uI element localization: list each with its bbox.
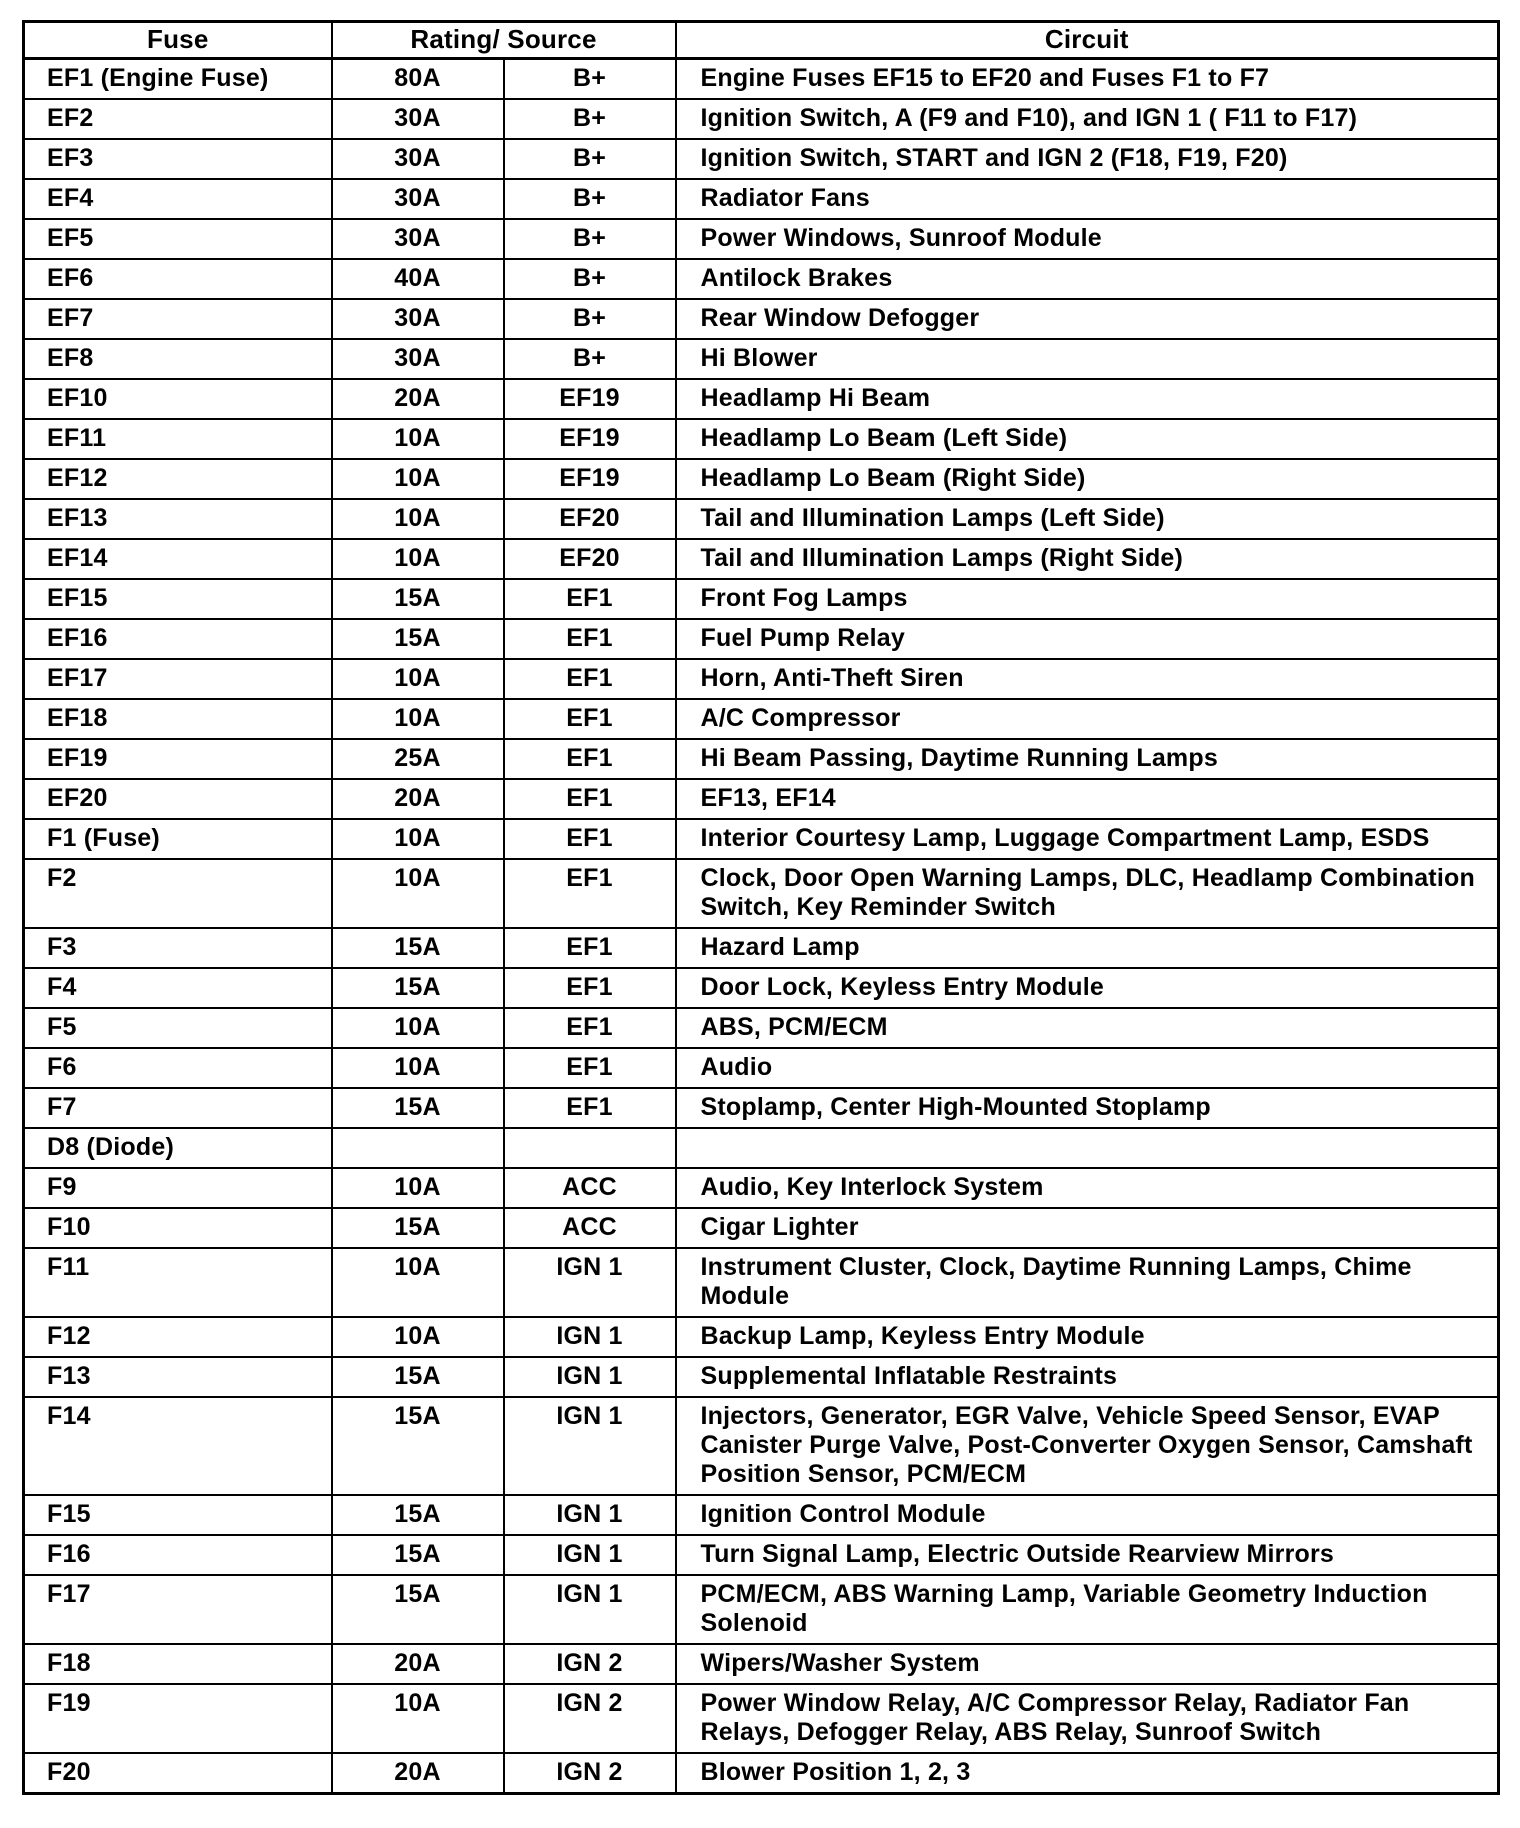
table-row	[24, 339, 1499, 379]
circuit-cell: Backup Lamp, Keyless Entry Module	[676, 1317, 1499, 1357]
table-row	[24, 659, 1499, 699]
table-row	[24, 139, 1499, 179]
circuit-cell: Tail and Illumination Lamps (Left Side)	[676, 499, 1499, 539]
source-cell: IGN 1	[504, 1575, 676, 1644]
table-row	[24, 419, 1499, 459]
source-cell: B+	[504, 99, 676, 139]
rating-cell: 20A	[332, 1753, 504, 1794]
rating-cell: 15A	[332, 1535, 504, 1575]
source-cell: EF1	[504, 779, 676, 819]
header-fuse: Fuse	[24, 22, 332, 59]
circuit-cell: Engine Fuses EF15 to EF20 and Fuses F1 to F7	[676, 59, 1499, 100]
fuse-cell: F11	[24, 1248, 332, 1317]
fuse-cell: EF12	[24, 459, 332, 499]
fuse-cell: EF3	[24, 139, 332, 179]
table-row	[24, 1495, 1499, 1535]
table-row	[24, 619, 1499, 659]
rating-cell: 20A	[332, 1644, 504, 1684]
rating-cell: 10A	[332, 859, 504, 928]
fuse-cell: F19	[24, 1684, 332, 1753]
table-row	[24, 459, 1499, 499]
rating-cell: 10A	[332, 819, 504, 859]
fuse-cell: EF20	[24, 779, 332, 819]
table-row	[24, 859, 1499, 928]
source-cell: IGN 1	[504, 1495, 676, 1535]
fuse-cell: F12	[24, 1317, 332, 1357]
source-cell: B+	[504, 139, 676, 179]
source-cell: B+	[504, 299, 676, 339]
circuit-cell: Headlamp Lo Beam (Right Side)	[676, 459, 1499, 499]
rating-cell: 10A	[332, 1317, 504, 1357]
circuit-cell: Audio, Key Interlock System	[676, 1168, 1499, 1208]
fuse-cell: D8 (Diode)	[24, 1128, 332, 1168]
circuit-cell: A/C Compressor	[676, 699, 1499, 739]
circuit-cell: Interior Courtesy Lamp, Luggage Compartment Lamp, ESDS	[676, 819, 1499, 859]
circuit-cell: Hi Blower	[676, 339, 1499, 379]
circuit-cell: Ignition Control Module	[676, 1495, 1499, 1535]
fuse-cell: EF2	[24, 99, 332, 139]
rating-cell: 30A	[332, 219, 504, 259]
source-cell: EF1	[504, 928, 676, 968]
source-cell: B+	[504, 339, 676, 379]
circuit-cell: Supplemental Inflatable Restraints	[676, 1357, 1499, 1397]
source-cell: EF19	[504, 379, 676, 419]
circuit-cell: EF13, EF14	[676, 779, 1499, 819]
circuit-cell: Headlamp Lo Beam (Left Side)	[676, 419, 1499, 459]
source-cell: EF1	[504, 968, 676, 1008]
source-cell: IGN 2	[504, 1753, 676, 1794]
circuit-cell: Hi Beam Passing, Daytime Running Lamps	[676, 739, 1499, 779]
header-row	[24, 22, 1499, 59]
source-cell: EF1	[504, 739, 676, 779]
source-cell: IGN 2	[504, 1644, 676, 1684]
rating-cell: 20A	[332, 779, 504, 819]
source-cell: EF1	[504, 1048, 676, 1088]
fuse-cell: EF18	[24, 699, 332, 739]
table-row	[24, 379, 1499, 419]
table-row	[24, 1168, 1499, 1208]
circuit-cell: Door Lock, Keyless Entry Module	[676, 968, 1499, 1008]
rating-cell: 30A	[332, 179, 504, 219]
source-cell: EF1	[504, 659, 676, 699]
rating-cell	[332, 1128, 504, 1168]
table-row	[24, 1575, 1499, 1644]
table-row	[24, 1008, 1499, 1048]
fuse-cell: EF8	[24, 339, 332, 379]
table-row	[24, 539, 1499, 579]
source-cell: ACC	[504, 1168, 676, 1208]
source-cell: EF19	[504, 459, 676, 499]
circuit-cell: Clock, Door Open Warning Lamps, DLC, Headlamp Combination Switch, Key Reminder Switch	[676, 859, 1499, 928]
fuse-cell: F13	[24, 1357, 332, 1397]
source-cell: IGN 1	[504, 1357, 676, 1397]
fuse-cell: EF15	[24, 579, 332, 619]
fuse-cell: F4	[24, 968, 332, 1008]
source-cell: EF1	[504, 859, 676, 928]
source-cell: EF20	[504, 539, 676, 579]
source-cell: IGN 1	[504, 1535, 676, 1575]
source-cell: B+	[504, 179, 676, 219]
rating-cell: 10A	[332, 1684, 504, 1753]
rating-cell: 10A	[332, 459, 504, 499]
rating-cell: 15A	[332, 579, 504, 619]
table-row	[24, 1208, 1499, 1248]
table-row	[24, 968, 1499, 1008]
circuit-cell: Ignition Switch, START and IGN 2 (F18, F19, F20)	[676, 139, 1499, 179]
fuse-cell: F20	[24, 1753, 332, 1794]
rating-cell: 15A	[332, 1397, 504, 1495]
rating-cell: 40A	[332, 259, 504, 299]
table-row	[24, 819, 1499, 859]
rating-cell: 30A	[332, 339, 504, 379]
fuse-cell: EF7	[24, 299, 332, 339]
rating-cell: 20A	[332, 379, 504, 419]
rating-cell: 30A	[332, 299, 504, 339]
table-row	[24, 179, 1499, 219]
rating-cell: 10A	[332, 539, 504, 579]
circuit-cell: Horn, Anti-Theft Siren	[676, 659, 1499, 699]
fuse-cell: F5	[24, 1008, 332, 1048]
table-row	[24, 1248, 1499, 1317]
circuit-cell: Ignition Switch, A (F9 and F10), and IGN 1 ( F11 to F17)	[676, 99, 1499, 139]
circuit-cell: Instrument Cluster, Clock, Daytime Running Lamps, Chime Module	[676, 1248, 1499, 1317]
source-cell: EF1	[504, 699, 676, 739]
table-row	[24, 1317, 1499, 1357]
table-row	[24, 1535, 1499, 1575]
source-cell: IGN 1	[504, 1397, 676, 1495]
source-cell: B+	[504, 259, 676, 299]
source-cell: EF1	[504, 819, 676, 859]
circuit-cell: Rear Window Defogger	[676, 299, 1499, 339]
rating-cell: 10A	[332, 1168, 504, 1208]
table-row	[24, 499, 1499, 539]
circuit-cell: Injectors, Generator, EGR Valve, Vehicle Speed Sensor, EVAP Canister Purge Valve, Post-Converter Oxygen Sensor, Camshaft Position Sensor, PCM/ECM	[676, 1397, 1499, 1495]
rating-cell: 25A	[332, 739, 504, 779]
fuse-cell: EF4	[24, 179, 332, 219]
table-row	[24, 1684, 1499, 1753]
table-row	[24, 1357, 1499, 1397]
circuit-cell: Turn Signal Lamp, Electric Outside Rearview Mirrors	[676, 1535, 1499, 1575]
table-row	[24, 1644, 1499, 1684]
table-row	[24, 928, 1499, 968]
table-row	[24, 1088, 1499, 1128]
fuse-cell: F7	[24, 1088, 332, 1128]
fuse-cell: F17	[24, 1575, 332, 1644]
circuit-cell: Fuel Pump Relay	[676, 619, 1499, 659]
rating-cell: 30A	[332, 139, 504, 179]
rating-cell: 15A	[332, 1088, 504, 1128]
rating-cell: 10A	[332, 419, 504, 459]
circuit-cell: Headlamp Hi Beam	[676, 379, 1499, 419]
fuse-cell: F15	[24, 1495, 332, 1535]
rating-cell: 15A	[332, 619, 504, 659]
fuse-cell: EF13	[24, 499, 332, 539]
table-row	[24, 699, 1499, 739]
fuse-cell: EF6	[24, 259, 332, 299]
fuse-cell: EF1 (Engine Fuse)	[24, 59, 332, 100]
fuse-cell: F6	[24, 1048, 332, 1088]
table-row	[24, 59, 1499, 100]
circuit-cell: Stoplamp, Center High-Mounted Stoplamp	[676, 1088, 1499, 1128]
table-row	[24, 739, 1499, 779]
fuse-cell: F3	[24, 928, 332, 968]
source-cell: EF1	[504, 1088, 676, 1128]
source-cell: EF1	[504, 579, 676, 619]
fuse-cell: EF14	[24, 539, 332, 579]
source-cell: EF1	[504, 1008, 676, 1048]
source-cell: B+	[504, 59, 676, 100]
rating-cell: 10A	[332, 1248, 504, 1317]
fuse-cell: F14	[24, 1397, 332, 1495]
table-row	[24, 1753, 1499, 1794]
circuit-cell: Cigar Lighter	[676, 1208, 1499, 1248]
circuit-cell: Radiator Fans	[676, 179, 1499, 219]
rating-cell: 15A	[332, 928, 504, 968]
circuit-cell: Wipers/Washer System	[676, 1644, 1499, 1684]
rating-cell: 10A	[332, 499, 504, 539]
source-cell: IGN 1	[504, 1248, 676, 1317]
table-row	[24, 259, 1499, 299]
table-row	[24, 779, 1499, 819]
table-row	[24, 299, 1499, 339]
rating-cell: 15A	[332, 1575, 504, 1644]
rating-cell: 10A	[332, 1008, 504, 1048]
rating-cell: 15A	[332, 1495, 504, 1535]
table-row	[24, 1397, 1499, 1495]
fuse-cell: EF17	[24, 659, 332, 699]
table-row	[24, 219, 1499, 259]
fuse-cell: EF10	[24, 379, 332, 419]
fuse-table-body	[24, 59, 1499, 1794]
fuse-cell: F1 (Fuse)	[24, 819, 332, 859]
rating-cell: 10A	[332, 699, 504, 739]
circuit-cell: Tail and Illumination Lamps (Right Side)	[676, 539, 1499, 579]
rating-cell: 10A	[332, 1048, 504, 1088]
table-row	[24, 579, 1499, 619]
source-cell: IGN 2	[504, 1684, 676, 1753]
rating-cell: 10A	[332, 659, 504, 699]
table-row	[24, 1128, 1499, 1168]
circuit-cell: Audio	[676, 1048, 1499, 1088]
rating-cell: 80A	[332, 59, 504, 100]
source-cell: EF19	[504, 419, 676, 459]
rating-cell: 30A	[332, 99, 504, 139]
rating-cell: 15A	[332, 1357, 504, 1397]
fuse-table-header	[24, 22, 1499, 59]
circuit-cell: Front Fog Lamps	[676, 579, 1499, 619]
circuit-cell: Antilock Brakes	[676, 259, 1499, 299]
fuse-cell: EF5	[24, 219, 332, 259]
source-cell: B+	[504, 219, 676, 259]
source-cell	[504, 1128, 676, 1168]
circuit-cell: PCM/ECM, ABS Warning Lamp, Variable Geometry Induction Solenoid	[676, 1575, 1499, 1644]
source-cell: IGN 1	[504, 1317, 676, 1357]
circuit-cell: Power Windows, Sunroof Module	[676, 219, 1499, 259]
source-cell: ACC	[504, 1208, 676, 1248]
fuse-cell: F16	[24, 1535, 332, 1575]
fuse-cell: EF19	[24, 739, 332, 779]
header-circuit: Circuit	[676, 22, 1499, 59]
source-cell: EF1	[504, 619, 676, 659]
fuse-cell: F9	[24, 1168, 332, 1208]
source-cell: EF20	[504, 499, 676, 539]
fuse-cell: F10	[24, 1208, 332, 1248]
circuit-cell: ABS, PCM/ECM	[676, 1008, 1499, 1048]
fuse-cell: EF16	[24, 619, 332, 659]
fuse-table	[22, 20, 1500, 1795]
table-row	[24, 1048, 1499, 1088]
rating-cell: 15A	[332, 968, 504, 1008]
circuit-cell: Hazard Lamp	[676, 928, 1499, 968]
fuse-cell: F18	[24, 1644, 332, 1684]
rating-cell: 15A	[332, 1208, 504, 1248]
table-row	[24, 99, 1499, 139]
circuit-cell: Power Window Relay, A/C Compressor Relay, Radiator Fan Relays, Defogger Relay, ABS Relay, Sunroof Switch	[676, 1684, 1499, 1753]
fuse-cell: EF11	[24, 419, 332, 459]
circuit-cell: Blower Position 1, 2, 3	[676, 1753, 1499, 1794]
header-rating-source: Rating/ Source	[332, 22, 676, 59]
fuse-cell: F2	[24, 859, 332, 928]
circuit-cell	[676, 1128, 1499, 1168]
